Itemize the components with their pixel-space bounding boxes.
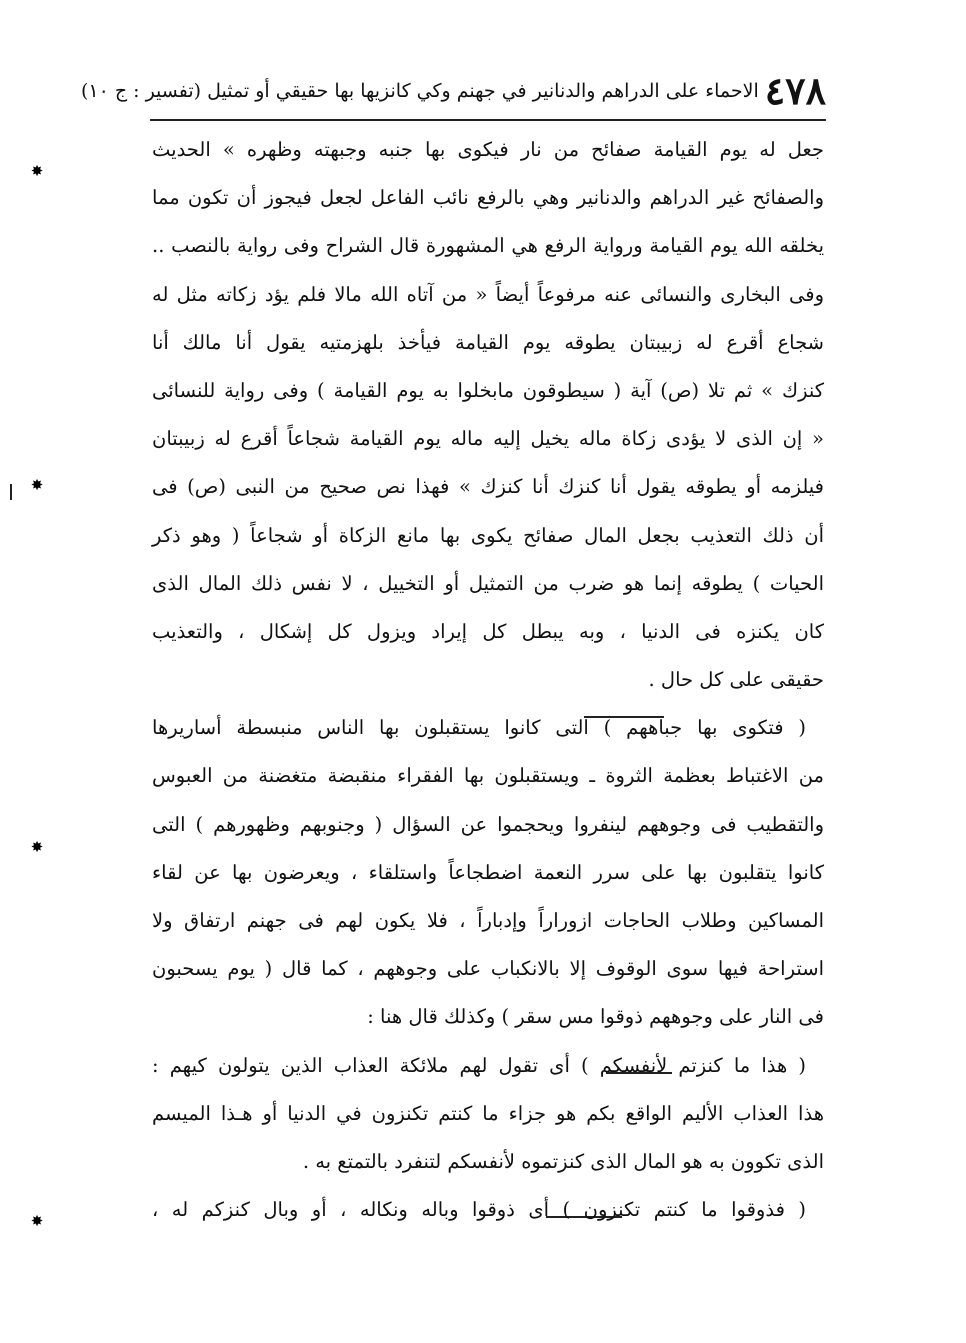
body-line: من الاغتباط بعظمة الثروة ـ ويستقبلون بها الفقراء منقبضة متغضنة من العبوس	[152, 764, 824, 788]
body-line: جعل له يوم القيامة صفائح من نار فيكوى بها جنبه وجبهته وظهره » الحديث	[152, 138, 824, 161]
body-line: الحيات ) يطوقه إنما هو ضرب من التمثيل أو التخييل ، لا نفس ذلك المال الذى	[152, 571, 824, 595]
body-line: كانوا يتقلبون بها على سرر النعمة اضطجاعاً واستلقاء ، ويعرضون بها عن لقاء	[152, 860, 824, 884]
body-text	[152, 126, 824, 1234]
body-line: شجاع أقرع له زبيبتان يطوقه يوم القيامة فيأخذ بلهزمتيه يقول أنا مالك أنا	[152, 330, 824, 354]
body-line: أن ذلك التعذيب بجعل المال صفائح يكوى بها مانع الزكاة أو شجاعاً ( وهو ذكر	[152, 523, 824, 547]
page-header	[80, 66, 826, 116]
body-line: « إن الذى لا يؤدى زكاة ماله يخيل إليه ماله يوم القيامة شجاعاً أقرع له زبيبتان	[152, 427, 824, 451]
edge-tick	[10, 484, 12, 500]
body-line: كنزك » ثم تلا (ص) آية ( سيطوقون مابخلوا به يوم القيامة ) وفى رواية للنسائى	[152, 378, 824, 402]
header-rule	[150, 119, 826, 121]
body-line: ( فتكوى بها جباههم ) التى كانوا يستقبلون بها الناس منبسطة أساريرها	[152, 716, 806, 740]
margin-star-icon: ✸	[30, 838, 44, 856]
body-line: استراحة فيها سوى الوقوف إلا بالانكباب على وجوههم ، كما قال ( يوم يسحبون	[152, 957, 824, 981]
body-line: ( فذوقوا ما كنتم تكنزون ) أى ذوقوا وباله ونكاله ، أو وبال كنزكم له ،	[152, 1198, 806, 1222]
body-line: حقيقى على كل حال .	[648, 668, 824, 692]
margin-star-icon: ✸	[30, 476, 44, 494]
body-line: والصفائح غير الدراهم والدنانير وهي بالرفع نائب الفاعل لجعل فيجوز أن تكون مما	[152, 186, 824, 210]
body-line: كان يكنزه فى الدنيا ، وبه يبطل كل إيراد ويزول كل إشكال ، والتعذيب	[152, 619, 824, 643]
margin-star-icon: ✸	[30, 162, 44, 180]
body-line: ( هذا ما كنزتم لأنفسكم ) أى تقول لهم ملائكة العذاب الذين يتولون كيهم :	[152, 1053, 806, 1077]
body-line: يخلقه الله يوم القيامة ورواية الرفع هي المشهورة قال الشراح وفى رواية بالنصب ..	[152, 234, 824, 258]
body-line: والتقطيب فى وجوههم لينفروا ويحجموا عن السؤال ( وجنوبهم وظهورهم ) التى	[152, 812, 824, 836]
body-line: الذى تكوون به هو المال الذى كنزتموه لأنفسكم لتنفرد بالتمتع به .	[302, 1149, 824, 1173]
body-line: هذا العذاب الأليم الواقع بكم هو جزاء ما كنتم تكنزون في الدنيا أو هـذا الميسم	[152, 1101, 824, 1125]
body-line: وفى البخارى والنسائى عنه مرفوعاً أيضاً « من آتاه الله مالا فلم يؤد زكاته مثل له	[152, 282, 824, 306]
margin-star-icon: ✸	[30, 1212, 44, 1230]
running-title: الاحماء على الدراهم والدنانير في جهنم وكي كانزيها بها حقيقي أو تمثيل (تفسير : ج ١٠)	[80, 80, 759, 102]
body-line: المساكين وطلاب الحاجات ازوراراً وإدباراً ، فلا يكون لهم فى جهنم ارتفاق ولا	[152, 909, 824, 932]
body-line: فيلزمه أو يطوقه يقول أنا كنزك أنا كنزك » فهذا نص صحيح من النبى (ص) فى	[152, 475, 824, 499]
body-line: فى النار على وجوههم ذوقوا مس سقر ) وكذلك قال هنا :	[367, 1005, 824, 1029]
page-number: ٤٧٨	[764, 68, 826, 113]
